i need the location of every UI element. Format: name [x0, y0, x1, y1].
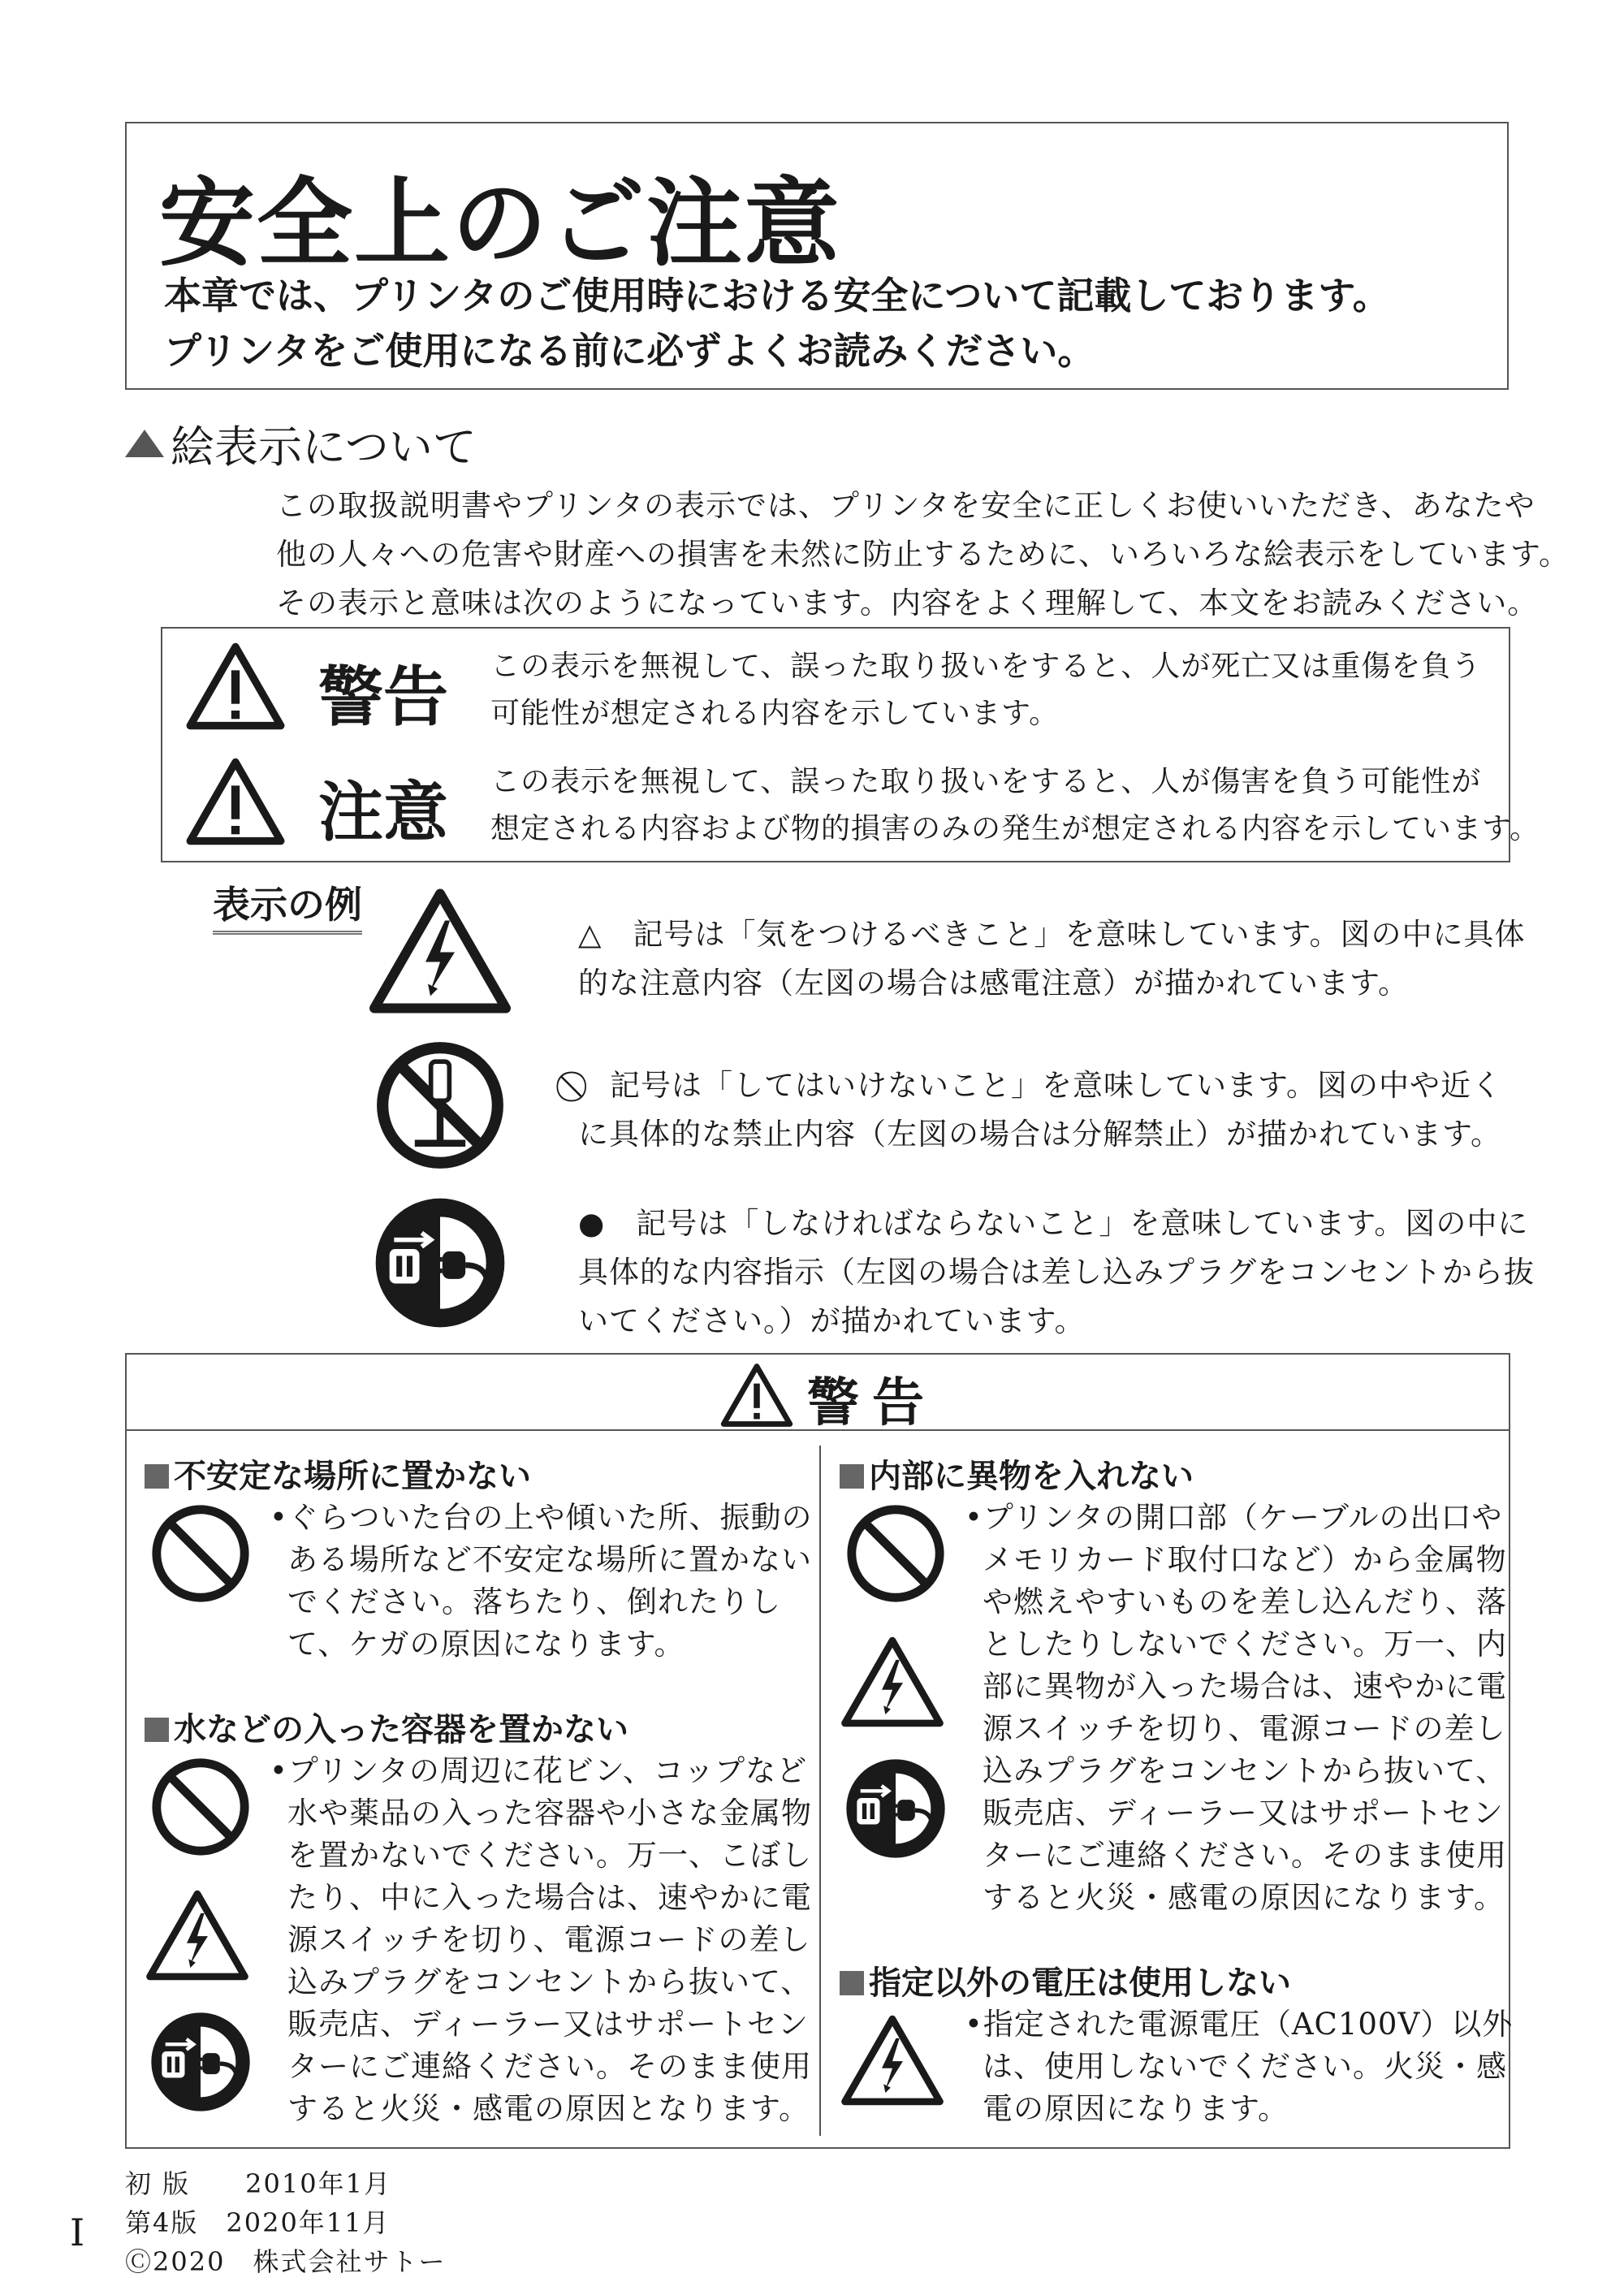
heading-text: 内部に異物を入れない	[869, 1458, 1194, 1495]
warning-text: ある場所など不安定な場所に置かない	[287, 1542, 812, 1577]
example-text: ● 記号は「しなければならないこと」を意味しています。図の中に	[578, 1206, 1529, 1241]
intro-line: プリンタをご使用になる前に必ずよくお読みください。	[164, 329, 1095, 373]
legend-label-warning: 警告	[318, 659, 448, 735]
warning-text: メモリカード取付口など）から金属物	[983, 1542, 1507, 1577]
page-number: I	[70, 2211, 85, 2254]
legend-text: この表示を無視して、誤った取り扱いをすると、人が死亡又は重傷を負う	[490, 650, 1482, 683]
section-heading-text: 絵表示について	[171, 421, 477, 473]
heading-text: 指定以外の電圧は使用しない	[869, 1964, 1291, 2002]
example-text: △ 記号は「気をつけるべきこと」を意味しています。図の中に具体	[578, 917, 1526, 952]
prohibition-icon	[148, 1754, 253, 1860]
warning-text: 水や薬品の入った容器や小さな金属物	[287, 1796, 812, 1830]
legend-text: この表示を無視して、誤った取り扱いをすると、人が傷害を負う可能性が	[490, 765, 1482, 798]
warning-text: すると火災・感電の原因になります。	[983, 1880, 1505, 1915]
electric-shock-icon	[367, 882, 513, 1020]
warning-triangle-icon	[185, 642, 286, 731]
warning-text: ターにご連絡ください。そのまま使用	[287, 2049, 812, 2084]
warning-box-title: 警告	[807, 1373, 937, 1433]
page-title: 安全上のご注意	[159, 167, 842, 279]
prohibition-icon	[148, 1501, 253, 1606]
warning-text: としたりしないでください。万一、内	[983, 1627, 1507, 1662]
heading-text: 不安定な場所に置かない	[174, 1458, 531, 1495]
legend-box	[161, 627, 1540, 862]
warning-box	[125, 1353, 1514, 2149]
electric-shock-icon	[840, 1629, 945, 1735]
example-text: ⃠ 記号は「してはいけないこと」を意味しています。図の中や近く	[578, 1068, 1503, 1103]
warning-text: すると火災・感電の原因となります。	[287, 2091, 810, 2126]
heading-text: 水などの入った容器を置かない	[174, 1711, 628, 1748]
warning-text: たり、中に入った場合は、速やかに電	[287, 1880, 812, 1915]
warning-text: でください。落ちたり、倒れたりし	[287, 1584, 781, 1619]
copyright-line: Ⓒ2020 株式会社サトー	[125, 2246, 447, 2277]
warning-text: 部に異物が入った場合は、速やかに電	[983, 1669, 1507, 1704]
warning-item-heading	[145, 1704, 628, 1750]
no-disassembly-icon	[367, 1036, 513, 1174]
legend-label-caution: 注意	[318, 775, 448, 850]
warning-item-heading	[145, 1450, 531, 1497]
paragraph-line: この取扱説明書やプリンタの表示では、プリンタを安全に正しくお使いいただき、あなたや	[276, 488, 1535, 523]
warning-text: や燃えやすいものを差し込んだり、落	[983, 1584, 1507, 1619]
warning-text: ターにご連絡ください。そのまま使用	[983, 1838, 1507, 1873]
warning-text: は、使用しないでください。火災・感	[983, 2049, 1507, 2084]
warning-text: 販売店、ディーラー又はサポートセン	[287, 2007, 809, 2042]
square-bullet-icon	[840, 1464, 864, 1489]
warning-box-header	[127, 1355, 1509, 1431]
electric-shock-icon	[840, 2008, 945, 2113]
prohibition-icon	[843, 1501, 948, 1606]
triangle-bullet-icon	[125, 430, 164, 457]
square-bullet-icon	[145, 1718, 169, 1742]
warning-triangle-icon	[719, 1363, 794, 1428]
warning-text: 込みプラグをコンセントから抜いて、	[287, 1964, 812, 1999]
unplug-icon	[148, 2009, 253, 2115]
electric-shock-icon	[145, 1882, 250, 1988]
warning-text: て、ケガの原因になります。	[287, 1627, 685, 1662]
column-divider	[819, 1446, 821, 2136]
legend-text: 可能性が想定される内容を示しています。	[490, 697, 1060, 730]
warning-item-heading	[840, 1450, 1194, 1497]
warning-text: を置かないでください。万一、こぼし	[287, 1838, 812, 1873]
intro-line: 本章では、プリンタのご使用時における安全について記載しております。	[164, 274, 1390, 318]
warning-text: 電の原因になります。	[983, 2091, 1289, 2126]
examples-label: 表示の例	[213, 875, 362, 935]
unplug-icon	[367, 1194, 513, 1332]
unplug-icon	[843, 1756, 948, 1861]
example-text: 的な注意内容（左図の場合は感電注意）が描かれています。	[578, 966, 1410, 1001]
warning-text: 源スイッチを切り、電源コードの差し	[983, 1711, 1506, 1746]
example-text: に具体的な禁止内容（左図の場合は分解禁止）が描かれています。	[578, 1117, 1502, 1152]
paragraph-line: 他の人々への危害や財産への損害を未然に防止するために、いろいろな絵表示をしています。	[276, 537, 1570, 572]
title-box	[125, 122, 1509, 390]
warning-text: •プリンタの開口部（ケーブルの出口や	[965, 1500, 1503, 1535]
warning-text: 源スイッチを切り、電源コードの差し	[287, 1922, 811, 1957]
warning-text: •指定された電源電圧（AC100V）以外	[965, 2007, 1514, 2042]
example-text: いてください。）が描かれています。	[578, 1303, 1086, 1338]
warning-text: 販売店、ディーラー又はサポートセン	[983, 1796, 1504, 1830]
square-bullet-icon	[840, 1971, 864, 1995]
paragraph-line: その表示と意味は次のようになっています。内容をよく理解して、本文をお読みください。	[276, 586, 1539, 620]
warning-item-heading	[840, 1957, 1291, 2003]
example-text: 具体的な内容指示（左図の場合は差し込みプラグをコンセントから抜	[578, 1255, 1535, 1290]
warning-text: •プリンタの周辺に花ビン、コップなど	[270, 1753, 808, 1788]
square-bullet-icon	[145, 1464, 169, 1489]
warning-text: •ぐらついた台の上や傾いた所、振動の	[270, 1500, 813, 1535]
section-heading	[125, 413, 477, 475]
edition-line: 初 版 2010年1月	[125, 2168, 391, 2199]
edition-line: 第4版 2020年11月	[125, 2207, 391, 2238]
warning-text: 込みプラグをコンセントから抜いて、	[983, 1753, 1507, 1788]
warning-triangle-icon	[185, 757, 286, 846]
legend-text: 想定される内容および物的損害のみの発生が想定される内容を示しています。	[490, 812, 1540, 845]
